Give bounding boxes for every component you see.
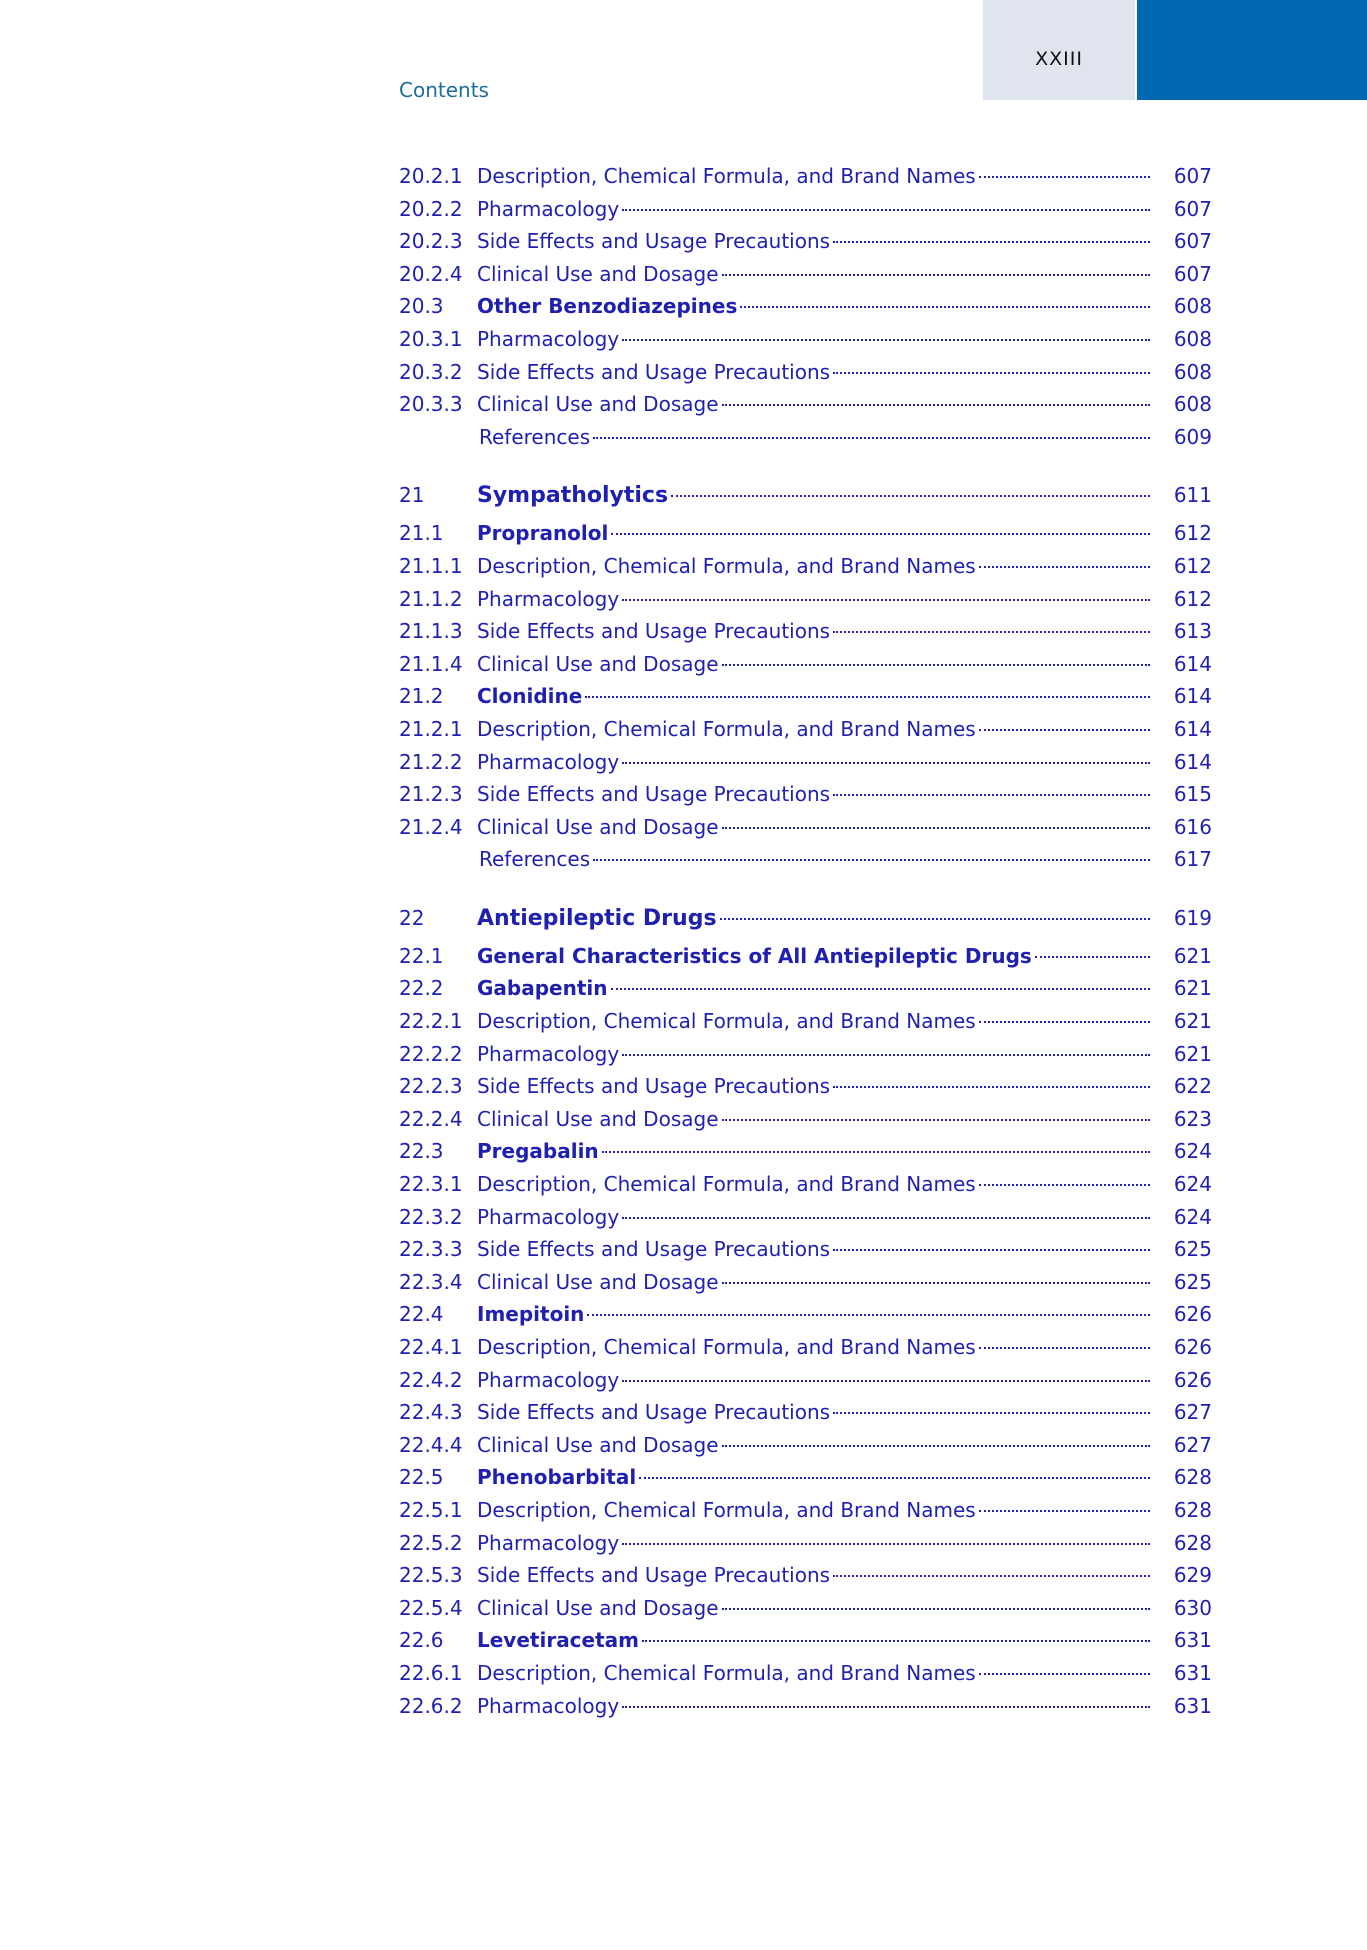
toc-entry-page[interactable]: 625: [1173, 1269, 1212, 1294]
dot-leader: [639, 1477, 1150, 1479]
toc-entry-title[interactable]: Description, Chemical Formula, and Brand Names: [477, 1660, 976, 1685]
toc-entry-title[interactable]: Description, Chemical Formula, and Brand Names: [477, 553, 976, 578]
dot-leader: [979, 1021, 1150, 1023]
toc-entry-page[interactable]: 615: [1173, 782, 1212, 807]
toc-entry-title[interactable]: Side Effects and Usage Precautions: [477, 619, 831, 644]
page-number: XXIII: [1035, 48, 1083, 70]
toc-entry-number: 22.5.3: [399, 1563, 463, 1588]
dot-leader: [593, 859, 1150, 861]
toc-entry-number: 20.2.2: [399, 196, 463, 221]
chapter-color-block: [1137, 0, 1367, 100]
dot-leader: [833, 794, 1150, 796]
toc-entry-number: 22.3.3: [399, 1237, 463, 1262]
toc-entry[interactable]: [399, 1531, 1212, 1564]
toc-entry[interactable]: [399, 717, 1212, 750]
toc-entry-page[interactable]: 612: [1173, 521, 1212, 546]
toc-entry-page[interactable]: 619: [1173, 905, 1212, 930]
toc-entry-page[interactable]: 623: [1173, 1106, 1212, 1131]
dot-leader: [587, 1314, 1150, 1316]
toc-chapter-entry[interactable]: [399, 906, 1212, 944]
toc-entry-page[interactable]: 607: [1173, 261, 1212, 286]
toc-entry[interactable]: [399, 619, 1212, 652]
toc-entry[interactable]: [399, 1465, 1212, 1498]
dot-leader: [979, 729, 1150, 731]
dot-leader: [593, 437, 1150, 439]
dot-leader: [979, 176, 1150, 178]
toc-entry[interactable]: [399, 554, 1212, 587]
toc-entry-title[interactable]: Description, Chemical Formula, and Brand Names: [477, 716, 976, 741]
toc-entry[interactable]: [399, 1074, 1212, 1107]
toc-entry-title[interactable]: Description, Chemical Formula, and Brand Names: [477, 1172, 976, 1197]
toc-entry-title[interactable]: Clonidine: [477, 684, 583, 709]
toc-entry-page[interactable]: 624: [1173, 1172, 1212, 1197]
toc-entry[interactable]: [399, 1661, 1212, 1694]
toc-entry-title[interactable]: Clinical Use and Dosage: [477, 261, 719, 286]
toc-entry[interactable]: [399, 815, 1212, 848]
toc-entry-title[interactable]: Clinical Use and Dosage: [477, 1595, 719, 1620]
toc-entry-page[interactable]: 607: [1173, 164, 1212, 188]
toc-entry-number: 20.3.3: [399, 392, 463, 417]
toc-entry-page[interactable]: 608: [1173, 294, 1212, 319]
toc-entry-title[interactable]: Pharmacology: [477, 1693, 620, 1718]
table-of-contents: [399, 164, 1212, 1726]
dot-leader: [622, 339, 1150, 341]
toc-entry-page[interactable]: 631: [1173, 1660, 1212, 1685]
toc-entry-title[interactable]: References: [479, 847, 591, 872]
dot-leader: [585, 696, 1150, 698]
toc-entry[interactable]: [399, 976, 1212, 1009]
toc-entry-page[interactable]: 627: [1173, 1400, 1212, 1425]
dot-leader: [622, 762, 1150, 764]
toc-entry-page[interactable]: 607: [1173, 229, 1212, 254]
toc-entry-number: 21.2.2: [399, 749, 463, 774]
toc-entry-page[interactable]: 612: [1173, 553, 1212, 578]
toc-entry-page[interactable]: 621: [1173, 976, 1212, 1001]
dot-leader: [833, 1086, 1150, 1088]
toc-entry-page[interactable]: 624: [1173, 1204, 1212, 1229]
toc-entry-title[interactable]: Pharmacology: [477, 1204, 620, 1229]
dot-leader: [833, 1249, 1150, 1251]
toc-entry-title[interactable]: Side Effects and Usage Precautions: [477, 1074, 831, 1099]
toc-entry-number: 22.2: [399, 976, 444, 1001]
toc-entry-page[interactable]: 613: [1173, 619, 1212, 644]
toc-entry[interactable]: [399, 1368, 1212, 1401]
dot-leader: [833, 1575, 1150, 1577]
toc-entry-number: 22.6: [399, 1628, 444, 1653]
toc-entry-number: 21.2: [399, 684, 444, 709]
dot-leader: [622, 209, 1150, 211]
toc-entry-number: 22.5.4: [399, 1595, 463, 1620]
toc-entry-title[interactable]: Imepitoin: [477, 1302, 585, 1327]
toc-entry-page[interactable]: 617: [1173, 847, 1212, 872]
toc-entry-number: 22.4.3: [399, 1400, 463, 1425]
toc-entry-page[interactable]: 622: [1173, 1074, 1212, 1099]
toc-entry-number: 21.2.1: [399, 716, 463, 741]
dot-leader: [622, 1054, 1150, 1056]
toc-entry-number: 22.5.2: [399, 1530, 463, 1555]
toc-entry-title[interactable]: Pregabalin: [477, 1139, 599, 1164]
toc-entry[interactable]: [399, 1302, 1212, 1335]
toc-entry-title[interactable]: Side Effects and Usage Precautions: [477, 782, 831, 807]
dot-leader: [979, 1673, 1150, 1675]
toc-entry[interactable]: [399, 1107, 1212, 1140]
toc-entry-number: 20.2.4: [399, 261, 463, 286]
toc-entry[interactable]: [399, 294, 1212, 327]
toc-entry-title[interactable]: Description, Chemical Formula, and Brand Names: [477, 1009, 976, 1034]
toc-entry-number: 22.2.3: [399, 1074, 463, 1099]
toc-entry-title[interactable]: References: [479, 424, 591, 449]
toc-entry-title[interactable]: Side Effects and Usage Precautions: [477, 359, 831, 384]
toc-entry-number: 22.4.2: [399, 1367, 463, 1392]
toc-entry-title[interactable]: General Characteristics of All Antiepileptic Drugs: [477, 943, 1032, 968]
dot-leader: [979, 566, 1150, 568]
toc-entry-title[interactable]: Side Effects and Usage Precautions: [477, 229, 831, 254]
toc-entry[interactable]: [399, 521, 1212, 554]
toc-entry-number: 21.2.4: [399, 814, 463, 839]
toc-entry-number: 20.2.3: [399, 229, 463, 254]
toc-entry-title[interactable]: Sympatholytics: [477, 483, 669, 509]
toc-entry[interactable]: [399, 1009, 1212, 1042]
toc-entry[interactable]: [399, 1139, 1212, 1172]
toc-entry-page[interactable]: 616: [1173, 814, 1212, 839]
toc-entry-number: 21.1.3: [399, 619, 463, 644]
toc-entry[interactable]: [399, 1498, 1212, 1531]
toc-entry[interactable]: [399, 1400, 1212, 1433]
dot-leader: [642, 1640, 1150, 1642]
toc-entry-title[interactable]: Pharmacology: [477, 749, 620, 774]
toc-entry-page[interactable]: 614: [1173, 716, 1212, 741]
toc-entry-number: 22.2.2: [399, 1041, 463, 1066]
toc-entry-number: 22.6.2: [399, 1693, 463, 1718]
dot-leader: [722, 1608, 1151, 1610]
toc-entry-page[interactable]: 621: [1173, 1009, 1212, 1034]
toc-entry-page[interactable]: 614: [1173, 684, 1212, 709]
dot-leader: [622, 1380, 1150, 1382]
toc-entry-page[interactable]: 628: [1173, 1530, 1212, 1555]
toc-entry-page[interactable]: 614: [1173, 749, 1212, 774]
toc-entry-number: 22.3.4: [399, 1269, 463, 1294]
dot-leader: [979, 1184, 1150, 1186]
section-gap: [399, 880, 1212, 906]
toc-entry[interactable]: [399, 1042, 1212, 1075]
toc-entry-page[interactable]: 626: [1173, 1335, 1212, 1359]
dot-leader: [833, 1412, 1150, 1414]
toc-entry-title[interactable]: Clinical Use and Dosage: [477, 814, 719, 839]
toc-entry[interactable]: [399, 1335, 1212, 1368]
dot-leader: [740, 306, 1150, 308]
toc-entry-title[interactable]: Pharmacology: [477, 586, 620, 611]
toc-entry-title[interactable]: Pharmacology: [477, 1530, 620, 1555]
toc-entry-page[interactable]: 607: [1173, 196, 1212, 221]
toc-entry-page[interactable]: 626: [1173, 1367, 1212, 1392]
dot-leader: [979, 1347, 1150, 1349]
toc-entry-page[interactable]: 609: [1173, 424, 1212, 449]
toc-entry-title[interactable]: Pharmacology: [477, 326, 620, 351]
toc-entry[interactable]: [399, 164, 1212, 197]
toc-entry-number: 21.1.4: [399, 651, 463, 676]
toc-entry-number: 22.4.1: [399, 1335, 463, 1359]
toc-entry-title[interactable]: Clinical Use and Dosage: [477, 1269, 719, 1294]
toc-entry-page[interactable]: 608: [1173, 392, 1212, 417]
toc-entry[interactable]: [399, 392, 1212, 425]
toc-entry-title[interactable]: Propranolol: [477, 521, 609, 546]
toc-entry-number: 22.5.1: [399, 1497, 463, 1522]
toc-entry-page[interactable]: 611: [1173, 483, 1212, 508]
toc-entry-number: 21.1.2: [399, 586, 463, 611]
toc-entry-number: 21.1: [399, 521, 444, 546]
dot-leader: [622, 1543, 1150, 1545]
toc-entry-title[interactable]: Description, Chemical Formula, and Brand Names: [477, 1497, 976, 1522]
toc-entry-number: 21.1.1: [399, 553, 463, 578]
toc-entry-number: 22.5: [399, 1465, 444, 1490]
toc-entry[interactable]: [399, 684, 1212, 717]
toc-entry-title[interactable]: Clinical Use and Dosage: [477, 1432, 719, 1457]
toc-entry-number: 22.3.2: [399, 1204, 463, 1229]
toc-entry[interactable]: [399, 652, 1212, 685]
toc-entry-title[interactable]: Phenobarbital: [477, 1465, 637, 1490]
toc-entry-title[interactable]: Clinical Use and Dosage: [477, 1106, 719, 1131]
toc-entry[interactable]: [399, 750, 1212, 783]
toc-entry-page[interactable]: 614: [1173, 651, 1212, 676]
toc-entry-number: 20.3.2: [399, 359, 463, 384]
toc-entry-page[interactable]: 628: [1173, 1497, 1212, 1522]
dot-leader: [722, 1119, 1151, 1121]
toc-entry-title[interactable]: Clinical Use and Dosage: [477, 651, 719, 676]
dot-leader: [720, 918, 1150, 920]
toc-entry[interactable]: [399, 197, 1212, 230]
dot-leader: [833, 372, 1150, 374]
toc-entry-page[interactable]: 608: [1173, 359, 1212, 384]
toc-entry-number: 20.3.1: [399, 326, 463, 351]
dot-leader: [602, 1151, 1150, 1153]
toc-entry-number: 22.3.1: [399, 1172, 463, 1197]
toc-entry-title[interactable]: Antiepileptic Drugs: [477, 905, 717, 931]
toc-entry-page[interactable]: 629: [1173, 1563, 1212, 1588]
toc-entry[interactable]: [399, 229, 1212, 262]
dot-leader: [1035, 956, 1150, 958]
toc-entry[interactable]: [399, 1172, 1212, 1205]
toc-entry-number: 22.2.1: [399, 1009, 463, 1034]
toc-entry[interactable]: [399, 262, 1212, 295]
toc-entry-page[interactable]: 624: [1173, 1139, 1212, 1164]
dot-leader: [722, 1445, 1151, 1447]
toc-entry-title[interactable]: Pharmacology: [477, 196, 620, 221]
section-gap: [399, 457, 1212, 483]
toc-entry-page[interactable]: 625: [1173, 1237, 1212, 1262]
toc-entry-page[interactable]: 621: [1173, 1041, 1212, 1066]
toc-entry[interactable]: [399, 1237, 1212, 1270]
toc-entry-number: 21.2.3: [399, 782, 463, 807]
dot-leader: [622, 599, 1150, 601]
dot-leader: [622, 1706, 1150, 1708]
toc-entry-title[interactable]: Gabapentin: [477, 976, 608, 1001]
toc-entry-title[interactable]: Description, Chemical Formula, and Brand Names: [477, 1335, 976, 1359]
toc-entry-page[interactable]: 627: [1173, 1432, 1212, 1457]
dot-leader: [722, 404, 1151, 406]
toc-entry-page[interactable]: 608: [1173, 326, 1212, 351]
dot-leader: [611, 533, 1150, 535]
dot-leader: [722, 274, 1151, 276]
toc-entry-page[interactable]: 626: [1173, 1302, 1212, 1327]
toc-entry-number: 22.1: [399, 943, 444, 968]
toc-entry-title[interactable]: Other Benzodiazepines: [477, 294, 738, 319]
toc-entry-page[interactable]: 621: [1173, 943, 1212, 968]
toc-entry[interactable]: [399, 1628, 1212, 1661]
toc-entry-page[interactable]: 628: [1173, 1465, 1212, 1490]
toc-entry-number: 22.4.4: [399, 1432, 463, 1457]
toc-entry[interactable]: [399, 1433, 1212, 1466]
toc-entry-title[interactable]: Clinical Use and Dosage: [477, 392, 719, 417]
toc-entry[interactable]: [399, 587, 1212, 620]
dot-leader: [833, 631, 1150, 633]
toc-entry[interactable]: [399, 847, 1212, 880]
toc-entry[interactable]: [399, 1596, 1212, 1629]
toc-entry-number: 22: [399, 905, 425, 930]
dot-leader: [979, 1510, 1150, 1512]
toc-entry-page[interactable]: 612: [1173, 586, 1212, 611]
toc-entry-number: 22.6.1: [399, 1660, 463, 1685]
toc-entry-number: 22.3: [399, 1139, 444, 1164]
toc-entry-page[interactable]: 631: [1173, 1693, 1212, 1718]
toc-entry-title[interactable]: Levetiracetam: [477, 1628, 640, 1653]
dot-leader: [671, 495, 1150, 497]
toc-entry-title[interactable]: Side Effects and Usage Precautions: [477, 1400, 831, 1425]
toc-entry-page[interactable]: 630: [1173, 1595, 1212, 1620]
toc-entry-number: 20.2.1: [399, 164, 463, 188]
toc-entry-title[interactable]: Side Effects and Usage Precautions: [477, 1237, 831, 1262]
toc-entry[interactable]: [399, 944, 1212, 977]
toc-entry[interactable]: [399, 1694, 1212, 1727]
toc-entry[interactable]: [399, 1205, 1212, 1238]
toc-entry-title[interactable]: Description, Chemical Formula, and Brand Names: [477, 164, 976, 188]
dot-leader: [722, 664, 1151, 666]
dot-leader: [622, 1217, 1150, 1219]
toc-chapter-entry[interactable]: [399, 483, 1212, 521]
running-head: Contents: [399, 78, 489, 102]
toc-entry-page[interactable]: 631: [1173, 1628, 1212, 1653]
dot-leader: [833, 241, 1150, 243]
toc-entry[interactable]: [399, 782, 1212, 815]
toc-entry-title[interactable]: Pharmacology: [477, 1367, 620, 1392]
toc-entry-title[interactable]: Pharmacology: [477, 1041, 620, 1066]
toc-entry-number: 22.4: [399, 1302, 444, 1327]
toc-entry[interactable]: [399, 360, 1212, 393]
toc-entry-number: 21: [399, 483, 425, 508]
toc-entry[interactable]: [399, 1270, 1212, 1303]
dot-leader: [722, 1282, 1151, 1284]
toc-entry[interactable]: [399, 425, 1212, 458]
toc-entry-number: 20.3: [399, 294, 444, 319]
toc-entry[interactable]: [399, 327, 1212, 360]
dot-leader: [611, 988, 1151, 990]
toc-entry-title[interactable]: Side Effects and Usage Precautions: [477, 1563, 831, 1588]
toc-entry-number: 22.2.4: [399, 1106, 463, 1131]
toc-entry[interactable]: [399, 1563, 1212, 1596]
dot-leader: [722, 827, 1151, 829]
